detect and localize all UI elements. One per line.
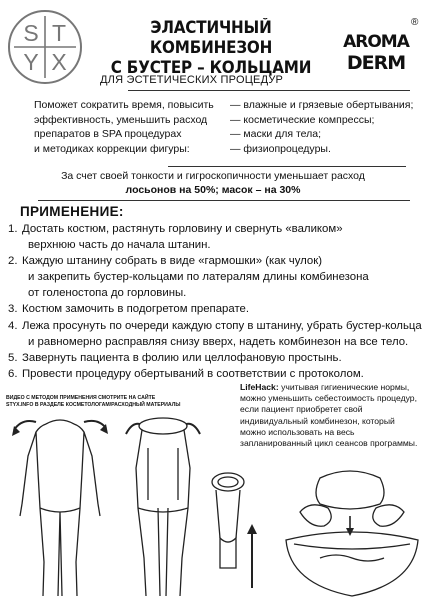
reduction-text: За счет своей тонкости и гигроскопичности уменьшает расход [61,170,365,182]
soaking-bowl-illustration [280,464,424,600]
svg-text:AROMA: AROMA [343,32,409,52]
svg-text:Y: Y [23,49,39,75]
intro-text: Поможет сократить время, повысить эффективность, уменьшить расход препаратов в SPA процедурах и методиках коррекции фигуры: [34,99,214,155]
svg-text:DERM: DERM [346,52,406,74]
list-item: — физиопроцедуры. [230,142,331,155]
application-heading: ПРИМЕНЕНИЕ: [20,204,124,219]
list-item: — маски для тела; [230,128,322,141]
bodysuit-rings-illustration [118,408,208,600]
svg-text:X: X [51,49,67,75]
title-line-1: ЭЛАСТИЧНЫЙ КОМБИНЕЗОН [149,18,273,57]
list-item: — влажные и грязевые обертывания; [230,99,414,111]
list-item: — косметические компрессы; [230,113,375,126]
product-title [102,18,321,78]
step-6: 6. Провести процедуру обертываний в соответствии с протоколом. [8,367,364,380]
title-line-2: С БУСТЕР – КОЛЬЦАМИ [110,58,312,77]
step-1: 1. Достать костюм, растянуть горловину и свернуть «валиком» [8,223,343,235]
step-3: 3. Костюм замочить в подогретом препарате. [8,303,250,316]
lifehack-text: учитывая гигиенические нормы, можно уменьшить себестоимость процедур, если пациент приобретет свой индивидуальный комбинезон, который можно использовать на весь запланированный цикл сеансов программы. [240,382,418,449]
step-4: 4. Лежа просунуть по очереди каждую стопу в штанину, убрать бустер-кольца [8,319,422,332]
lifehack-note [240,382,420,449]
divider [128,90,410,91]
svg-text:S: S [23,20,39,46]
svg-text:T: T [51,20,67,46]
step-5: 5. Завернуть пациента в фолию или целлофановую простынь. [8,351,342,364]
bodysuit-front-illustration [10,412,110,600]
subtitle: ДЛЯ ЭСТЕТИЧЕСКИХ ПРОЦЕДУР [100,74,284,86]
divider [38,200,410,201]
lifehack-label: LifeHack: [240,382,279,392]
application-steps: 1. Достать костюм, растянуть горловину и свернуть «валиком» верхнюю часть до начала штанин. 2. Каждую штанину собрать в виде «гармошки» (как чулок) и закрепить бустер-кольцами по латералям длины комбинезона от голеностопа до горловины. 3. Костюм замочить в подогретом препарате. 4. Лежа просунуть по очереди каждую стопу в штанину, убрать бустер-кольца и равномерно расправляя снизу вверх, надеть комбинезон на все тело. 5. Завернуть пациента в фолию или целлофановую простынь. 6. Провести процедуру обертываний в соответствии с протоколом. [8,221,426,382]
benefits-list [230,98,426,156]
step-2: 2. Каждую штанину собрать в виде «гармошки» (как чулок) [8,255,323,268]
reduction-figures: лосьонов на 50%; масок – на 30% [125,184,301,196]
divider [168,166,406,167]
svg-text:®: ® [411,17,419,28]
leg-ring-illustration [206,468,262,592]
styx-logo [6,8,84,86]
aromaderm-logo [335,14,421,80]
video-note: ВИДЕО С МЕТОДОМ ПРИМЕНЕНИЯ СМОТРИТЕ НА САЙТЕ STYX.INFO В РАЗДЕЛЕ КОСМЕТОЛОГАМ/РАСХОДНЫЙ МАТЕРИАЛЫ [6,395,181,408]
